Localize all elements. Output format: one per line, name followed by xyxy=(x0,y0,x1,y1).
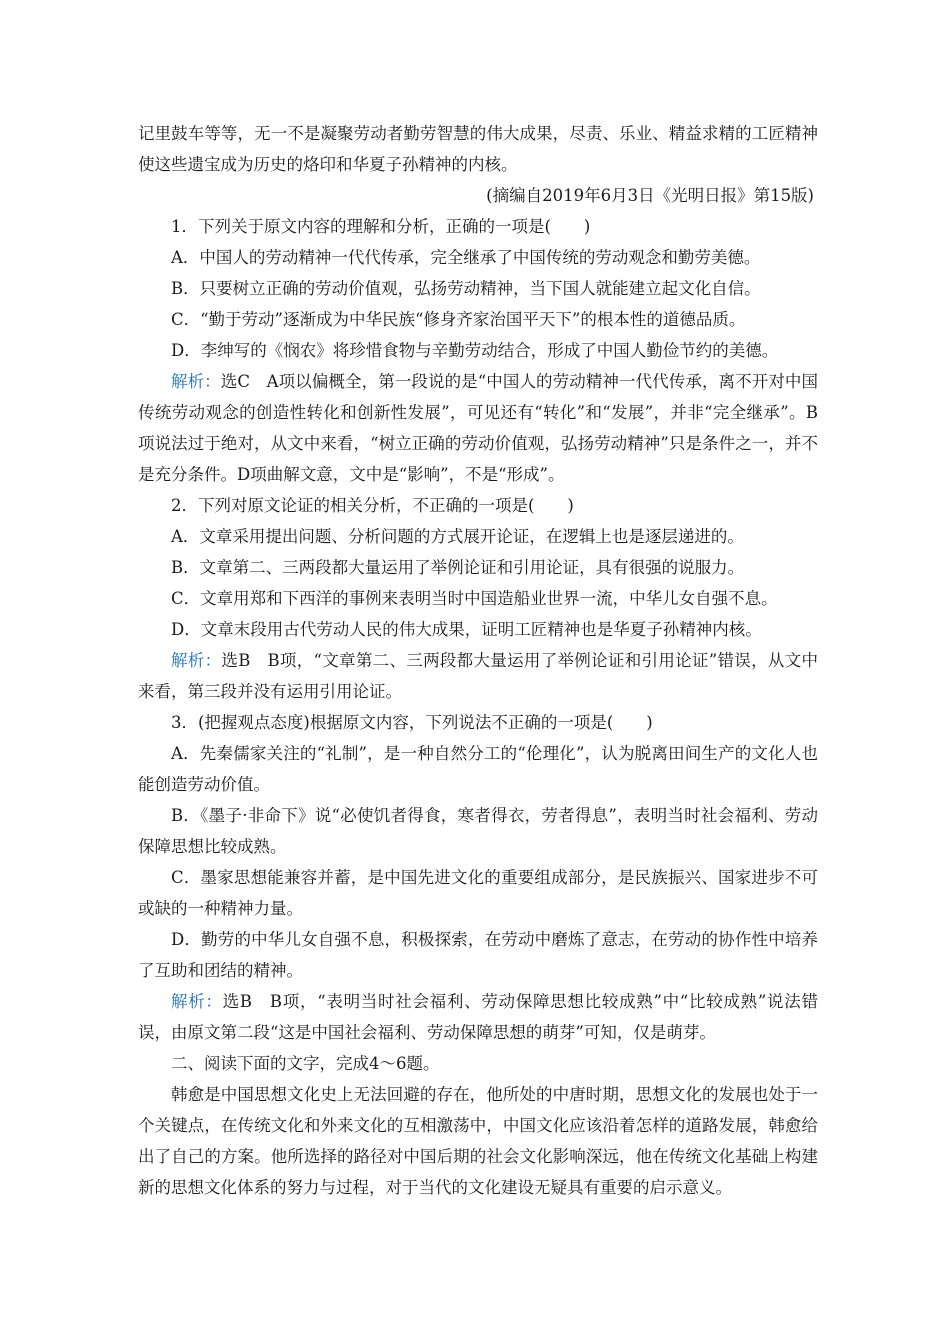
passage-paragraph: 韩愈是中国思想文化史上无法回避的存在，他所处的中唐时期，思想文化的发展也处于一个关键点，在传统文化和外来文化的互相激荡中，中国文化应该沿着怎样的道路发展，韩愈给出了自己的方案。他所选择的路径对中国后期的社会文化影响深远，他在传统文化基础上构建新的思想文化体系的努力与过程，对于当代的文化建设无疑具有重要的启示意义。 xyxy=(138,1085,818,1197)
question-2-option-b: B．文章第二、三两段都大量运用了举例论证和引用论证，具有很强的说服力。 xyxy=(171,558,745,577)
question-3-option-b: B．《墨子·非命下》说“必使饥者得食，寒者得衣，劳者得息”，表明当时社会福利、劳动保障思想比较成熟。 xyxy=(138,806,818,856)
question-1-analysis xyxy=(138,366,818,490)
question-1-option-a: A．中国人的劳动精神一代代传承，完全继承了中国传统的劳动观念和勤劳美德。 xyxy=(171,248,761,267)
analysis-text: 选C A项以偏概全，第一段说的是“中国人的劳动精神一代代传承，离不开对中国传统劳动观念的创造性转化和创新性发展”，可见还有“转化”和“发展”，并非“完全继承”。B项说法过于绝对，从文中来看，“树立正确的劳动价值观，弘扬劳动精神”只是条件之一，并不是充分条件。D项曲解文意，文中是“影响”，不是“形成”。 xyxy=(138,372,819,484)
analysis-label: 解析： xyxy=(171,651,222,670)
source-citation: (摘编自2019年6月3日《光明日报》第15版) xyxy=(486,186,814,205)
passage-continuation: 记里鼓车等等，无一不是凝聚劳动者勤劳智慧的伟大成果，尽责、乐业、精益求精的工匠精神使这些遗宝成为历史的烙印和华夏子孙精神的内核。 xyxy=(138,124,818,174)
analysis-text: 选B B项，“表明当时社会福利、劳动保障思想比较成熟”中“比较成熟”说法错误，由原文第二段“这是中国社会福利、劳动保障思想的萌芽”可知，仅是萌芽。 xyxy=(138,992,818,1042)
analysis-text: 选B B项，“文章第二、三两段都大量运用了举例论证和引用论证”错误，从文中来看，第三段并没有运用引用论证。 xyxy=(138,651,819,701)
question-3-analysis xyxy=(138,986,818,1048)
question-1-option-c: C．“勤于劳动”逐渐成为中华民族“修身齐家治国平天下”的根本性的道德品质。 xyxy=(171,310,746,329)
question-3-option-a: A．先秦儒家关注的“礼制”，是一种自然分工的“伦理化”，认为脱离田间生产的文化人也能创造劳动价值。 xyxy=(138,744,818,794)
question-3-stem: 3．(把握观点态度)根据原文内容，下列说法不正确的一项是( ) xyxy=(171,713,653,732)
question-1-stem: 1．下列关于原文内容的理解和分析，正确的一项是( ) xyxy=(171,217,591,236)
question-1-option-d: D．李绅写的《悯农》将珍惜食物与辛勤劳动结合，形成了中国人勤俭节约的美德。 xyxy=(171,341,779,360)
question-2-option-c: C．文章用郑和下西洋的事例来表明当时中国造船业世界一流，中华儿女自强不息。 xyxy=(171,589,778,608)
question-3-option-c: C．墨家思想能兼容并蓄，是中国先进文化的重要组成部分，是民族振兴、国家进步不可或缺的一种精神力量。 xyxy=(138,868,818,918)
document-page xyxy=(138,118,818,1203)
question-2-option-a: A．文章采用提出问题、分析问题的方式展开论证，在逻辑上也是逐层递进的。 xyxy=(171,527,744,546)
analysis-label: 解析： xyxy=(171,372,221,391)
analysis-label: 解析： xyxy=(171,992,223,1011)
section-heading: 二、阅读下面的文字，完成4～6题。 xyxy=(171,1054,440,1073)
question-2-stem: 2．下列对原文论证的相关分析，不正确的一项是( ) xyxy=(171,496,574,515)
question-2-option-d: D．文章末段用古代劳动人民的伟大成果，证明工匠精神也是华夏子孙精神内核。 xyxy=(171,620,762,639)
question-1-option-b: B．只要树立正确的劳动价值观，弘扬劳动精神，当下国人就能建立起文化自信。 xyxy=(171,279,761,298)
question-3-option-d: D．勤劳的中华儿女自强不息，积极探索，在劳动中磨炼了意志，在劳动的协作性中培养了互助和团结的精神。 xyxy=(138,930,818,980)
question-2-analysis xyxy=(138,645,818,707)
